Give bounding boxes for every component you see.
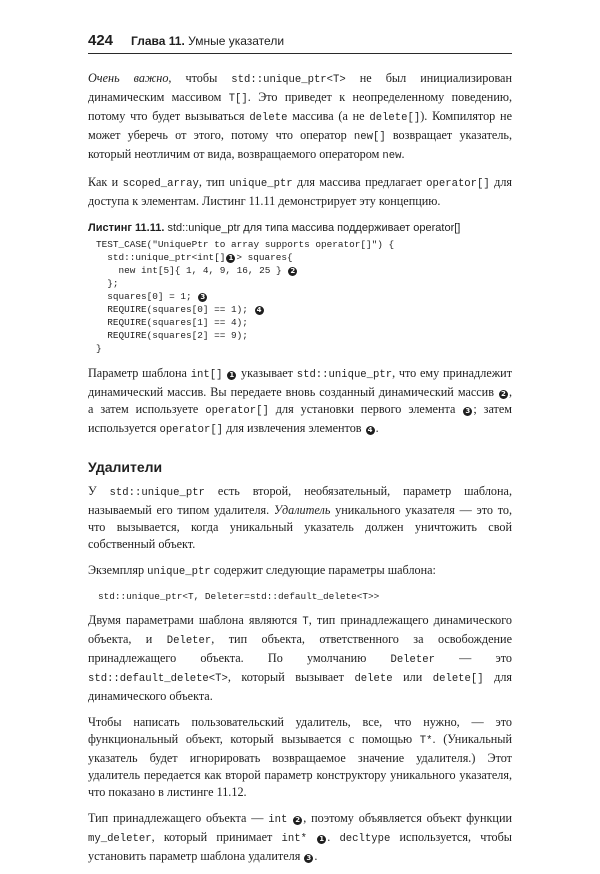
listing-caption [88, 222, 512, 234]
code-line: REQUIRE(squares[0] == 1); 4 [96, 303, 512, 316]
code-listing [88, 238, 512, 355]
code-deleter-block [88, 590, 512, 603]
inline-code: unique_ptr [147, 566, 211, 578]
paragraph-operator-access: Как и scoped_array, тип unique_ptr для массива предлагает operator[] для доступа к элементам. Листинг 11.11 демонстрирует эту концепцию. [88, 175, 513, 208]
page-content [88, 70, 512, 874]
code-line: REQUIRE(squares[2] == 9); [96, 330, 248, 341]
paragraph-listing-explanation: Параметр шаблона int[] 1 указывает std::unique_ptr, что ему принадлежит динамический массив. Вы передаете вновь созданный динамический массив 2 , а затем используете operator[] для установки первого элемента 3 ; затем используется operator[] для извлечения элементов 4 . [88, 366, 513, 436]
paragraph-warning: Очень важно, чтобы std::unique_ptr<T> не был инициализирован динамическим массивом T[]. Это приведет к неопределенному поведению, потому что будет вызываться delete массива (а не delete[]). Компилятор не может уберечь от этого, потому что оператор new[] возвращает указатель, который неотличим от вида, возвращаемого оператором new. [88, 71, 513, 162]
inline-code: scoped_array [122, 178, 199, 190]
inline-code: new [382, 150, 402, 162]
listing-title: std::unique_ptr для типа массива поддерживает operator[] [167, 222, 461, 234]
callout-marker-icon: 2 [293, 816, 302, 825]
callout-marker-icon: 3 [463, 407, 472, 416]
callout-marker-icon: 1 [317, 835, 326, 844]
chapter-label: Глава 11. [131, 34, 185, 48]
paragraph-template-params: Экземпляр unique_ptr содержит следующие параметры шаблона: [88, 563, 436, 578]
callout-marker-icon: 1 [227, 371, 236, 380]
inline-code: std::default_delete<T> [88, 673, 228, 685]
code-line: TEST_CASE("UniquePtr to array supports operator[]") { [96, 239, 395, 250]
code-deleter-signature: std::unique_ptr<T, Deleter=std::default_delete<T>> [98, 591, 380, 602]
inline-code: std::unique_ptr<T> [231, 74, 346, 86]
callout-marker-icon: 4 [366, 426, 375, 435]
code-line: squares[0] = 1; 3 [96, 290, 512, 303]
callout-marker-icon: 4 [255, 306, 264, 315]
code-line: } [96, 343, 102, 354]
inline-code: int [268, 814, 288, 826]
inline-code: int[] [190, 369, 223, 381]
section-title: Удалители [88, 459, 163, 475]
inline-code: decltype [339, 833, 391, 845]
inline-code: int* [281, 833, 307, 845]
inline-code: T[] [228, 93, 248, 105]
inline-code: operator[] [426, 178, 490, 190]
callout-marker-icon: 2 [288, 267, 297, 276]
inline-code: Deleter [390, 654, 435, 666]
inline-code: unique_ptr [229, 178, 293, 190]
inline-code: operator[] [159, 424, 224, 436]
code-line: std::unique_ptr<int[] 1 > squares{ [96, 252, 293, 263]
inline-code: delete[] [432, 673, 484, 685]
paragraph-deleter-type: Тип принадлежащего объекта — int 2 , поэтому объявляется объект функции my_deleter, который принимает int* 1 . decltype используется, чтобы установить параметр шаблона удалителя 3 . [88, 811, 512, 863]
inline-code: operator[] [205, 405, 269, 417]
chapter-name: Умные указатели [188, 34, 285, 48]
page-number: 424 [88, 32, 114, 49]
inline-code: new[] [353, 131, 386, 143]
running-header [88, 32, 512, 54]
callout-marker-icon: 3 [304, 854, 313, 863]
callout-marker-icon: 3 [198, 293, 207, 302]
callout-marker-icon: 2 [499, 390, 508, 399]
inline-code: Deleter [166, 635, 212, 647]
inline-code: std::unique_ptr [109, 487, 205, 499]
code-line: new int[5]{ 1, 4, 9, 16, 25 } 2 [96, 264, 512, 277]
emphasis: Очень важно [88, 71, 169, 85]
paragraph-deleter-intro: У std::unique_ptr есть второй, необязательный, параметр шаблона, называемый его типом удалителя. Удалитель уникального указателя — это то, что вызывается, когда уникальный указатель должен уничтожить свой собственный объект. [88, 484, 512, 551]
code-line: REQUIRE(squares[1] == 4); [96, 317, 248, 328]
paragraph-custom-deleter: Чтобы написать пользовательский удалитель, все, что нужно, — это функциональный объект, который вызывается с помощью T*. (Уникальный указатель будет игнорировать возвращаемое значение удалителя.) Этот удалитель передается как второй параметр конструктору уникального указателя, что показано в листинге 11.12. [88, 715, 512, 799]
code-line: }; [96, 278, 119, 289]
inline-code: delete [354, 673, 393, 685]
emphasis: Удалитель [273, 503, 331, 517]
paragraph-template-explanation: Двумя параметрами шаблона являются T, тип принадлежащего динамического объекта, и Deleter, тип объекта, ответственного за освобождение принадлежащего объекта. По умолчанию Deleter — это std::default_delete<T>, который вызывает delete или delete[] для динамического объекта. [88, 613, 513, 703]
callout-marker-icon: 1 [226, 254, 235, 263]
listing-label: Листинг 11.11. [88, 222, 165, 234]
inline-code: std::unique_ptr [296, 369, 393, 381]
inline-code: T* [419, 735, 433, 747]
inline-code: T [302, 616, 309, 628]
inline-code: delete [249, 112, 288, 124]
chapter-title [131, 34, 284, 48]
inline-code: my_deleter [88, 833, 152, 845]
inline-code: delete[] [369, 112, 421, 124]
